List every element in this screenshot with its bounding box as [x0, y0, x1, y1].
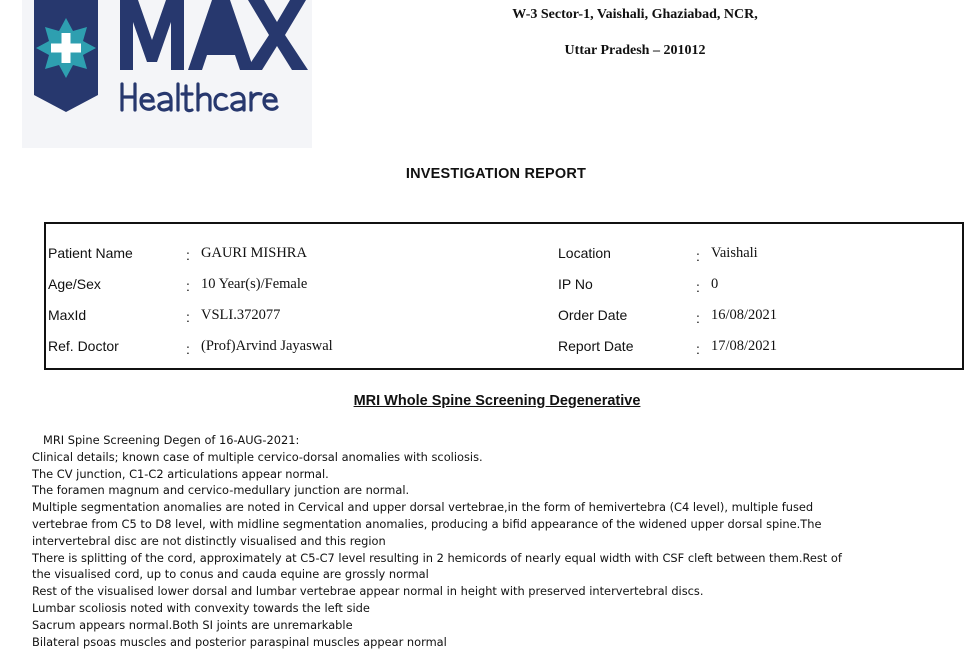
maxid-value: VSLI.372077 — [201, 307, 281, 323]
location-value: Vaishali — [711, 245, 758, 261]
findings-line: Sacrum appears normal.Both SI joints are unremarkable — [32, 617, 353, 632]
colon: : — [696, 310, 700, 326]
ip-no-value: 0 — [711, 276, 719, 292]
findings-line: Rest of the visualised lower dorsal and lumbar vertebrae appear normal in height with preserved intervertebral discs. — [32, 584, 704, 599]
star-icon — [36, 18, 96, 78]
study-title: MRI Whole Spine Screening Degenerative — [353, 393, 641, 409]
ip-no-label: IP No — [558, 276, 593, 292]
colon: : — [186, 278, 190, 294]
patient-name-value: GAURI MISHRA — [201, 245, 307, 261]
ref-doctor-value: (Prof)Arvind Jayaswal — [201, 338, 333, 354]
findings-line: Clinical details; known case of multiple cervico-dorsal anomalies with scoliosis. — [32, 449, 483, 464]
colon: : — [186, 341, 190, 357]
report-date-label: Report Date — [558, 338, 634, 354]
age-sex-label: Age/Sex — [48, 276, 101, 292]
order-date-label: Order Date — [558, 307, 628, 323]
colon: : — [696, 279, 700, 295]
report-title: INVESTIGATION REPORT — [405, 166, 587, 182]
maxid-label: MaxId — [48, 307, 87, 323]
max-healthcare-logo — [22, 0, 312, 148]
colon: : — [696, 248, 700, 264]
report-date-value: 17/08/2021 — [711, 338, 778, 354]
findings-line: MRI Spine Screening Degen of 16-AUG-2021: — [43, 433, 300, 447]
findings-line: The CV junction, C1-C2 articulations appear normal. — [32, 466, 329, 481]
colon: : — [696, 341, 700, 357]
patient-name-label: Patient Name — [48, 245, 133, 261]
findings-line: There is splitting of the cord, approximately at C5-C7 level resulting in 2 hemicords of nearly equal width with CSF cleft between them.Rest of — [32, 550, 842, 565]
patient-info-box — [44, 222, 964, 370]
location-label: Location — [558, 245, 611, 261]
findings-text — [32, 432, 842, 650]
findings-line: Lumbar scoliosis noted with convexity towards the left side — [32, 600, 370, 615]
findings-line: The foramen magnum and cervico-medullary junction are normal. — [32, 483, 410, 498]
colon: : — [186, 247, 190, 263]
findings-line: Multiple segmentation anomalies are noted in Cervical and upper dorsal vertebrae,in the form of hemivertebra (C4 level), multiple fused — [32, 500, 814, 515]
logo-graphic — [22, 0, 312, 148]
address-line-2: Uttar Pradesh – 201012 — [564, 43, 706, 58]
address-line-1: W-3 Sector-1, Vaishali, Ghaziabad, NCR, — [512, 7, 758, 22]
order-date-value: 16/08/2021 — [711, 307, 778, 323]
colon: : — [186, 309, 190, 325]
findings-line: Bilateral psoas muscles and posterior paraspinal muscles appear normal — [32, 634, 447, 649]
findings-line: vertebrae from C5 to D8 level, with midline segmentation anomalies, producing a bifid appearance of the widened upper dorsal spine.The — [32, 516, 822, 531]
ref-doctor-label: Ref. Doctor — [48, 338, 119, 354]
findings-line: the visualised cord, up to conus and cauda equine are grossly normal — [32, 567, 429, 582]
findings-line: intervertebral disc are not distinctly visualised and this region — [32, 533, 386, 548]
age-sex-value: 10 Year(s)/Female — [201, 276, 308, 292]
